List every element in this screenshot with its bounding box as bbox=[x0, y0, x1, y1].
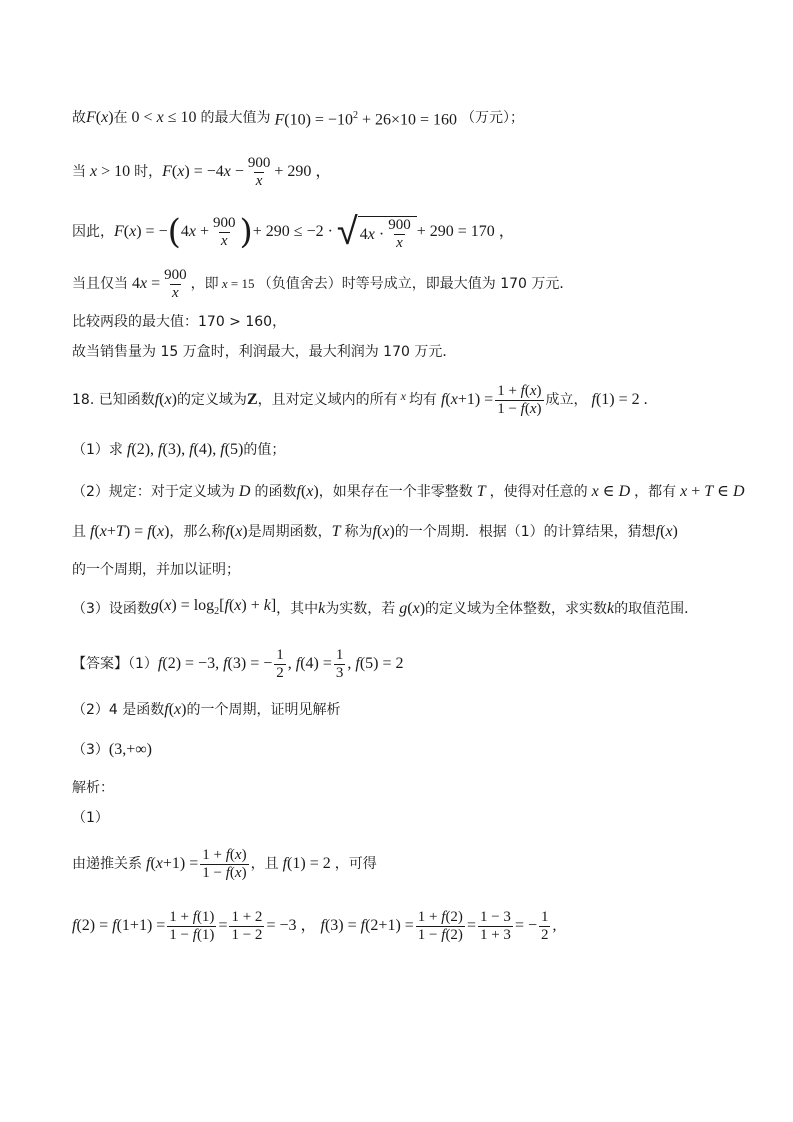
answer-interval: (3,+∞) bbox=[108, 741, 153, 758]
question-part-3: （3）设函数 $g(x) = \log_2[f(x) + k]$ ，其中 k 为实数，若 g(x) 的定义域为全体整数，求实数 k 的取值范围． bbox=[72, 597, 699, 618]
question-18-stem: 18. 已知函数 f(x) 的定义域为 Z ，且对定义域内的所有 x 均有 f(x+1) = $\frac{1 + f(x)}{1 - f(x)}$ 成立， f(1) = 2 . bbox=[72, 382, 648, 417]
text: （3）设函数 bbox=[72, 601, 151, 618]
question-part-2-line-3 bbox=[72, 560, 733, 580]
text: 故 bbox=[72, 110, 86, 127]
text: 的取值范围． bbox=[614, 601, 699, 618]
text: 的一个周期．根据（1）的计算结果，猜想 bbox=[394, 524, 656, 540]
text: 在 bbox=[113, 110, 128, 127]
text: 因此， bbox=[72, 224, 114, 240]
solution-heading bbox=[72, 778, 733, 798]
text: 由递推关系 bbox=[72, 856, 142, 872]
text: （万元）； bbox=[461, 110, 525, 127]
text: （1） bbox=[72, 810, 109, 826]
text: 的最大值为 bbox=[200, 110, 271, 127]
question-part-2-line-2: 且 f(x+T) = f(x) ，那么称 f(x) 是周期函数， T 称为 f(x) 的一个周期．根据（1）的计算结果，猜想 f(x) bbox=[72, 523, 678, 540]
text: 解析： bbox=[72, 780, 114, 796]
text: （3） bbox=[72, 742, 109, 758]
text: ，其中 bbox=[276, 601, 319, 618]
solution-recurrence: 由递推关系 f(x+1) = $\frac{1 + f(x)}{1 - f(x)}$ ，且 f(1) = 2 ，可得 bbox=[72, 846, 377, 881]
text: ，且 bbox=[250, 856, 279, 872]
text: （1）求 bbox=[72, 442, 123, 458]
question-part-1: （1）求 f(2), f(3), f(4), f(5) 的值； bbox=[72, 441, 286, 458]
integer-set-symbol: Z bbox=[246, 391, 258, 408]
text: 的定义域为全体整数，求实数 bbox=[425, 601, 608, 618]
text: 故当销售量为 15 万盒时，利润最大，最大利润为 170 万元． bbox=[72, 344, 457, 360]
text: 【答案】（1） bbox=[72, 656, 158, 672]
text: ，可得 bbox=[334, 856, 377, 872]
text: 比较两段的最大值：170 > 160， bbox=[72, 314, 287, 330]
text-line-4: 当且仅当 4x = $\frac{900}{x}$ ，即 x = 15 （负值舍去）时等号成立，即最大值为 170 万元． bbox=[72, 266, 574, 301]
text: 为实数，若 bbox=[325, 601, 396, 618]
text: ，都有 bbox=[634, 484, 677, 500]
text: 时， bbox=[134, 164, 163, 180]
text: ，且对定义域内的所有 bbox=[257, 392, 398, 408]
text: （2）4 是函数 bbox=[72, 702, 165, 718]
text: （负值舍去）时等号成立，即最大值为 170 万元． bbox=[257, 276, 574, 292]
text: 成立， bbox=[545, 392, 588, 408]
text: 是周期函数， bbox=[247, 524, 332, 540]
text: 的值； bbox=[243, 442, 286, 458]
text: 的一个周期，证明见解析 bbox=[186, 702, 341, 718]
text: 当且仅当 bbox=[72, 276, 128, 292]
text: 18. 已知函数 bbox=[72, 392, 155, 408]
answer-part-3 bbox=[72, 740, 733, 760]
text-line-3: 因此， F(x) = − ( 4x + $\frac{900}{x}$ ) + 290 ≤ −2 · √ 4x · $\frac{900}{x}$ + 290 = 170 ， bbox=[72, 209, 515, 253]
text-line-1: 故 F(x) 在 0 < x ≤ 10 的最大值为 $F(10) = -10^2 + 26\times 10 = 160$ （万元）； bbox=[72, 109, 525, 129]
text: ，那么称 bbox=[169, 524, 226, 540]
text: ，如果存在一个非零整数 bbox=[318, 484, 473, 500]
text: 且 bbox=[72, 524, 86, 540]
text-line-2: 当 x > 10 时， F(x) = −4x − $\frac{900}{x}$ + 290 ， bbox=[72, 154, 332, 189]
text-line-5 bbox=[72, 312, 733, 332]
text: 称为 bbox=[344, 524, 373, 540]
solution-part-1-label bbox=[72, 808, 733, 828]
solution-computation: f(2) = f(1+1) = $\frac{1 + f(1)}{1 - f(1)}$ = $\frac{1 + 2}{1 - 2}$ = −3 ， f(3) = f(2+1) = $\frac{1 + f(2)}{1 - f(2)}$ = $\frac{1 - 3}{1 + 3}$ = − $\frac{1}{2}$ , bbox=[72, 908, 557, 943]
text: 的一个周期，并加以证明； bbox=[72, 562, 240, 578]
answer-part-1: 【答案】（1） f(2) = −3, f(3) = − $\frac{1}{2}$ , f(4) = $\frac{1}{3}$ , f(5) = 2 bbox=[72, 646, 404, 681]
text: 当 bbox=[72, 164, 86, 180]
text-line-6 bbox=[72, 342, 733, 362]
question-part-2-line-1: （2）规定：对于定义域为 D 的函数 f(x) ，如果存在一个非零整数 T ，使得对任意的 x ∈ D ，都有 x + T ∈ D bbox=[72, 483, 745, 500]
text: 均有 bbox=[408, 392, 437, 408]
answer-part-2: （2）4 是函数 f(x) 的一个周期，证明见解析 bbox=[72, 701, 341, 718]
text: 的函数 bbox=[254, 484, 297, 500]
text: （2）规定：对于定义域为 bbox=[72, 484, 235, 500]
text: 的定义域为 bbox=[176, 392, 247, 408]
text: ，使得对任意的 bbox=[489, 484, 588, 500]
text: ，即 bbox=[190, 276, 219, 292]
